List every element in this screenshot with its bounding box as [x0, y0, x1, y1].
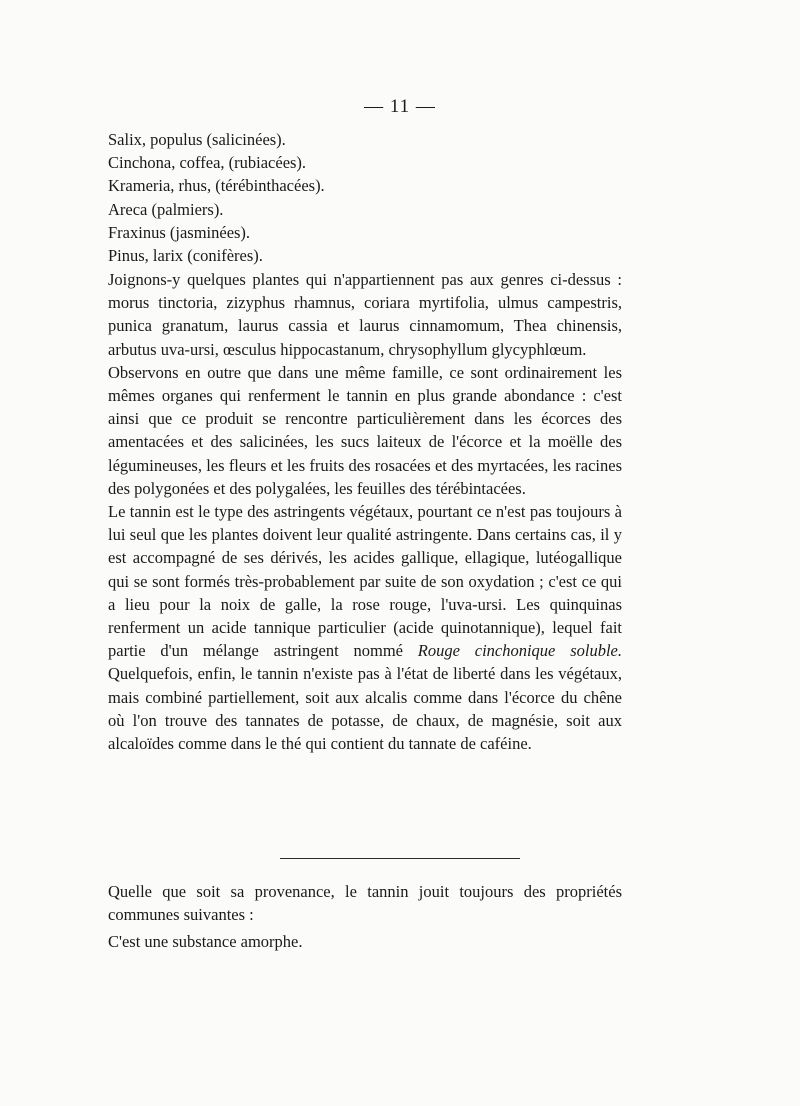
- properties-intro: [108, 880, 622, 926]
- list-item: Cinchona, coffea, (rubiacées).: [108, 153, 307, 173]
- italic-term: Rouge cinchonique soluble.: [417, 641, 622, 661]
- paragraph-additional-plants: Joignons-y quelques plantes qui n'appartiennent pas aux genres ci-dessus : morus tinctoria, zizyphus rhamnus, coriara myrtifolia, ulmus campestris, punica granatum, laurus cassia et laurus cinnamomum, Thea chinensis, arbutus uva-ursi, œsculus hippocastanum, chrysophyllum glycyphlœum.: [108, 270, 622, 359]
- closing-text: [108, 930, 622, 953]
- list-item: Areca (palmiers).: [108, 199, 224, 219]
- paragraph-amorphous: C'est une substance amorphe.: [108, 932, 303, 951]
- list-item: Fraxinus (jasminées).: [108, 222, 251, 242]
- genus-list: [108, 128, 622, 267]
- section-divider: [280, 858, 520, 859]
- page-number: — 11 —: [364, 96, 436, 117]
- paragraph-astringents-end: Quelquefois, enfin, le tannin n'existe pas à l'état de liberté dans les végétaux, mais combiné partiellement, soit aux alcalis comme dans l'écorce du chêne où l'on trouve des tannates de potasse, de chaux, de magnésie, soit aux alcaloïdes comme dans le thé qui contient du tannate de caféine.: [108, 664, 622, 754]
- list-item: Salix, populus (salicinées).: [108, 130, 286, 149]
- paragraph-properties: Quelle que soit sa provenance, le tannin jouit toujours des propriétés communes suivantes :: [108, 882, 622, 925]
- paragraph-astringents-start: Le tannin est le type des astringents végétaux, pourtant ce n'est pas toujours à lui seul que les plantes doivent leur qualité astringente. Dans certains cas, il y est accompagné de ses dérivés, les acides gallique, ellagique, lutéogallique qui se sont formés très-probablement par suite de son oxydation ; c'est ce qui a lieu pour la noix de galle, la rose rouge, l'uva-ursi. Les quinquinas renferment un acide tannique particulier (acide quinotannique), lequel fait partie d'un mélange astringent nommé: [108, 502, 622, 661]
- paragraph-astringents: [108, 500, 622, 755]
- list-item: Krameria, rhus, (térébinthacées).: [108, 176, 325, 196]
- body-text: [108, 268, 622, 755]
- paragraph-same-organs: Observons en outre que dans une même famille, ce sont ordinairement les mêmes organes qui renferment le tannin en plus grande abondance : c'est ainsi que ce produit se rencontre particulièrement dans les écorces des amentacées et des salicinées, les sucs laiteux de l'écorce et la moëlle des légumineuses, les fleurs et les fruits des rosacées et des myrtacées, les racines des polygonées et des polygalées, les feuilles des térébintacées.: [108, 362, 622, 498]
- list-item: Pinus, larix (conifères).: [108, 246, 263, 266]
